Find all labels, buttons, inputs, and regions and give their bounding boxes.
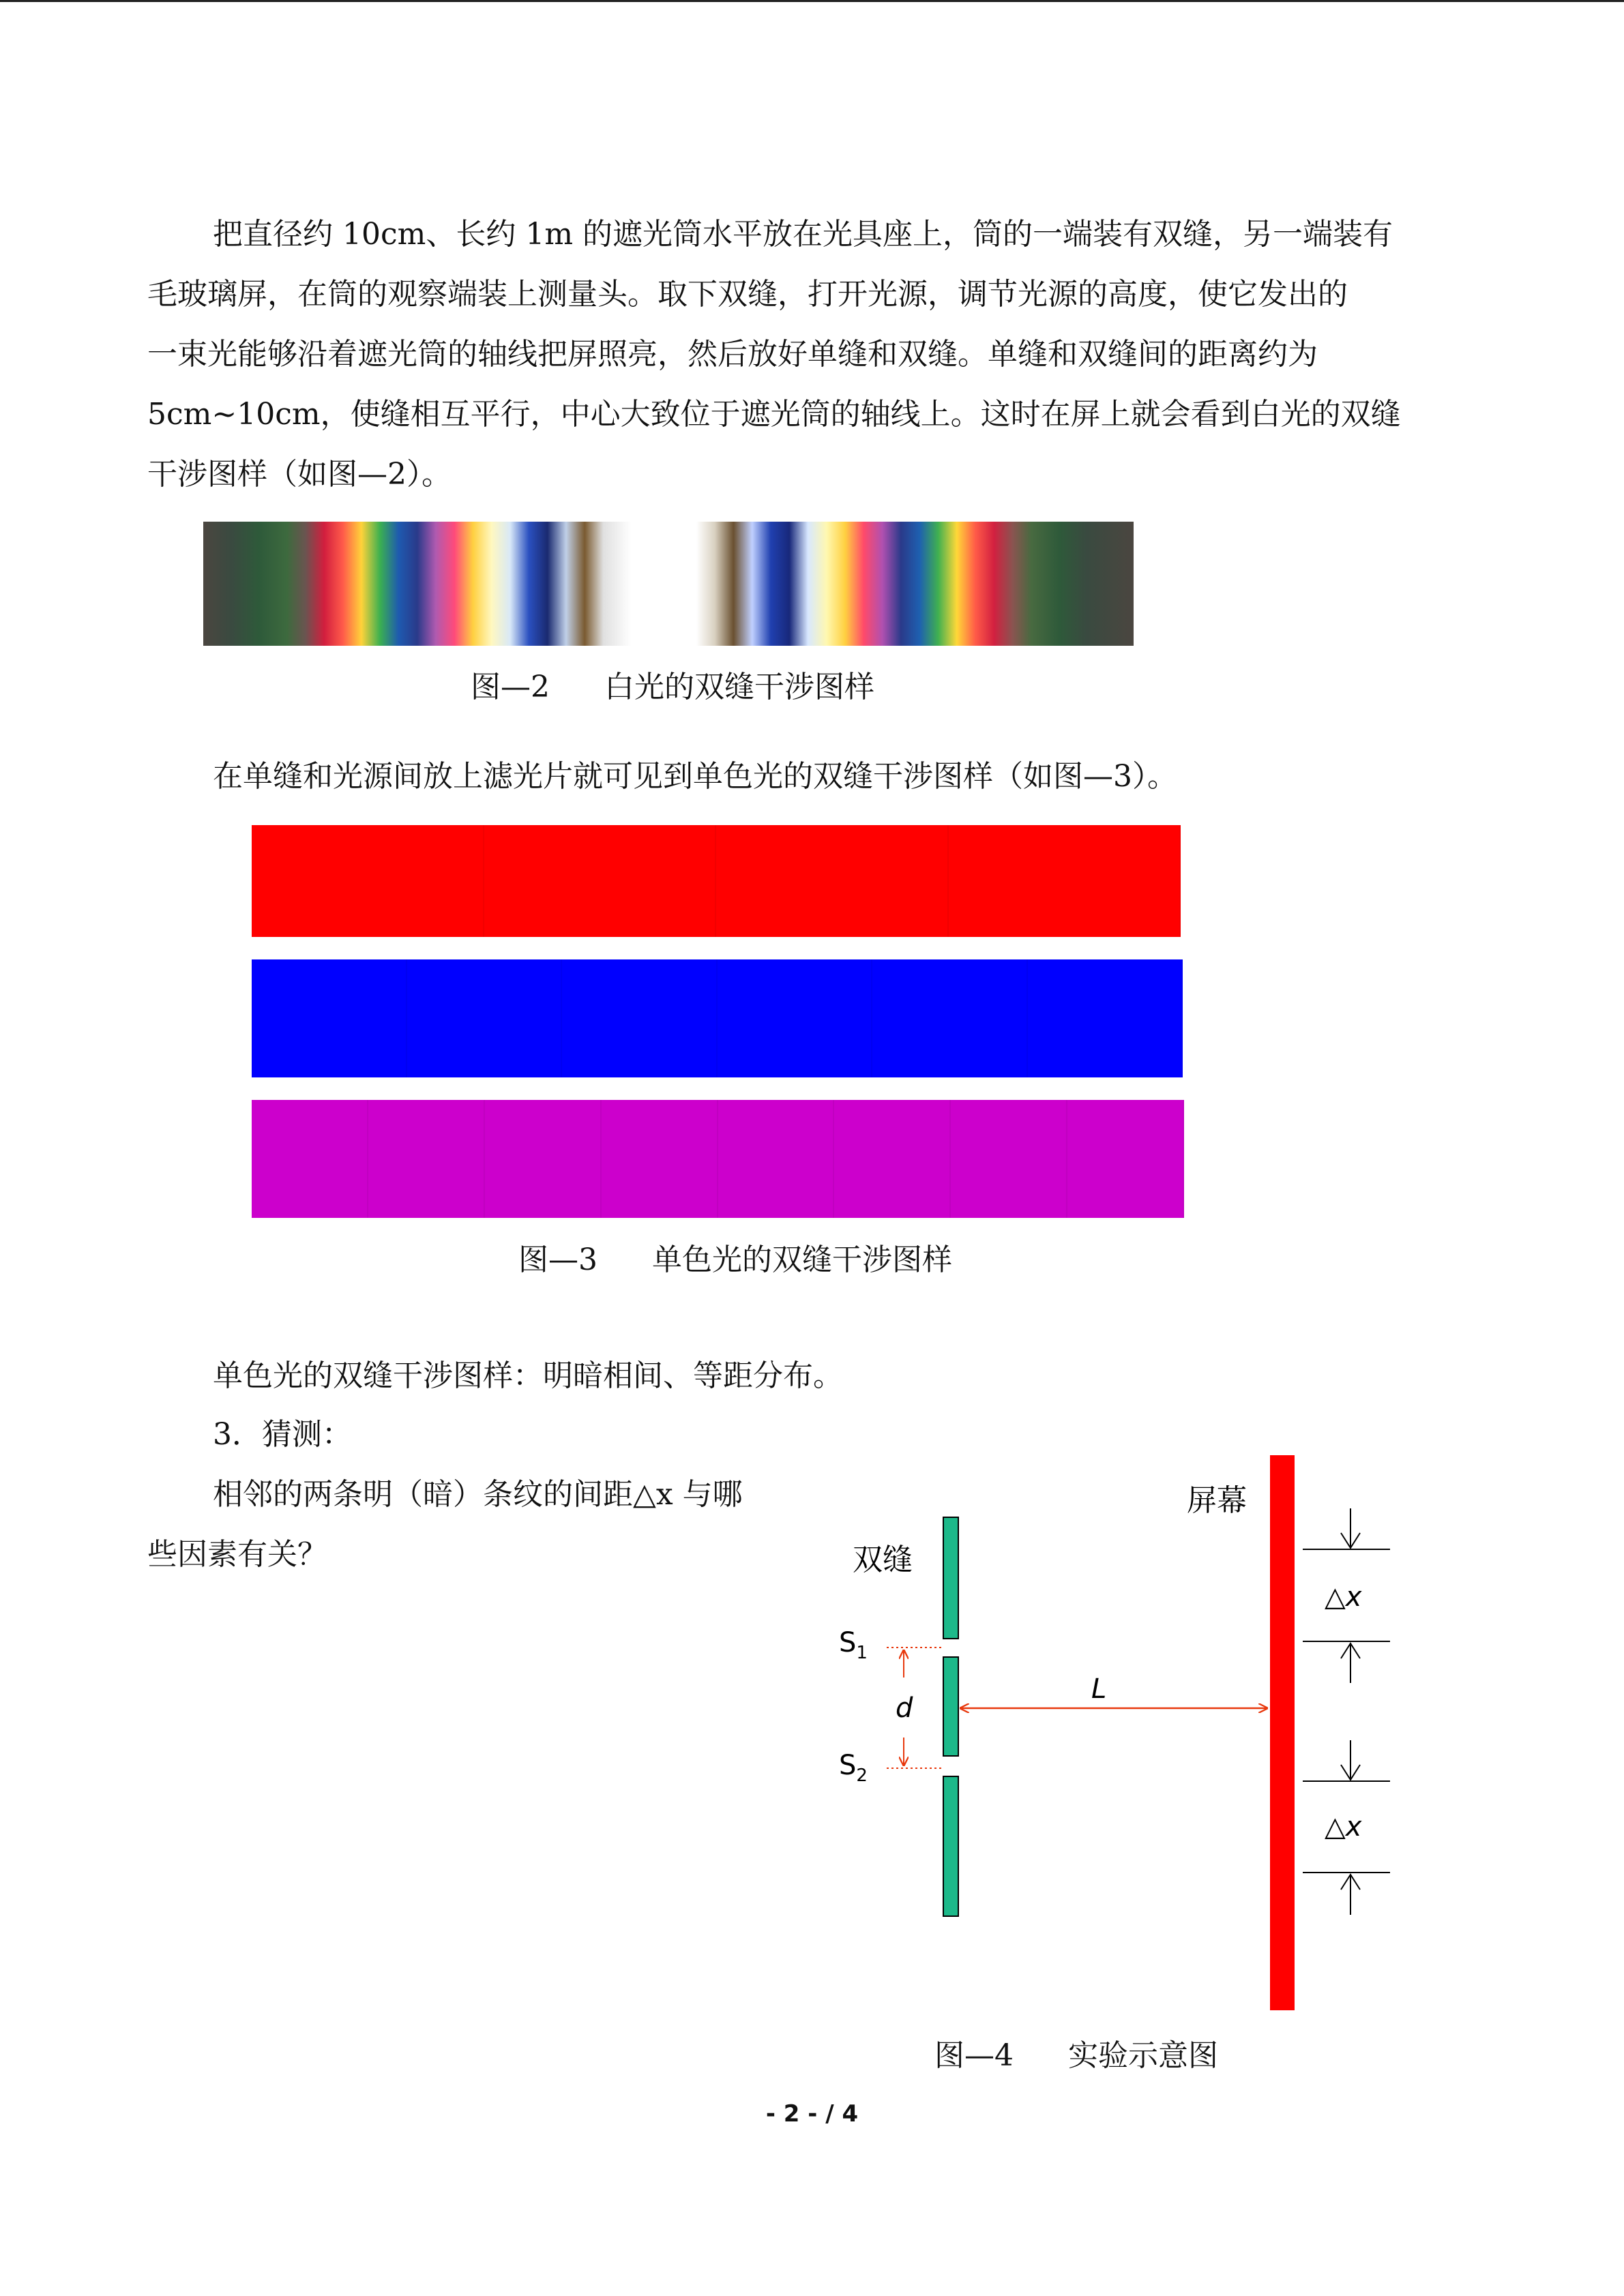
paragraph-2 <box>147 747 1484 807</box>
figure-2-number: 图—2 <box>471 670 550 704</box>
fringe-cell <box>1028 959 1183 1077</box>
fringe-cell <box>951 1100 1067 1218</box>
fringe-cell <box>716 825 949 937</box>
fringe-cell <box>718 959 873 1077</box>
section-3-question <box>147 1465 870 1585</box>
page-number: - 2 - / 4 <box>765 2100 859 2128</box>
fringe-cell <box>485 1100 602 1218</box>
red-fringe-band <box>252 825 1181 937</box>
fringe-cell <box>252 825 484 937</box>
d-label: d <box>896 1693 913 1724</box>
slit-lower-barrier <box>943 1776 958 1916</box>
figure-3-title: 单色光的双缝干涉图样 <box>652 1242 952 1277</box>
section-3-heading-text: 3．猜测： <box>213 1417 352 1452</box>
screen-bar <box>1270 1455 1295 2010</box>
fringe-cell <box>484 825 717 937</box>
paragraph-1-line-4: 5cm~10cm，使缝相互平行，中心大致位于遮光筒的轴线上。这时在屏上就会看到白光的双缝 <box>147 397 1401 432</box>
paragraph-3 <box>147 1346 1484 1406</box>
question-line-2: 些因素有关？ <box>147 1537 327 1572</box>
fringe-cell <box>1067 1100 1184 1218</box>
slit-middle-barrier <box>943 1657 958 1756</box>
figure-2-title: 白光的双缝干涉图样 <box>604 670 874 704</box>
figure-3-caption <box>518 1240 952 1281</box>
s2-label: $S_2$ <box>839 1750 868 1786</box>
fringe-cell <box>562 959 718 1077</box>
dx1-label: △x <box>1325 1581 1362 1613</box>
paragraph-1-line-2: 毛玻璃屏，在筒的观察端装上测量头。取下双缝，打开光源，调节光源的高度，使它发出的 <box>147 277 1348 312</box>
fringe-cell <box>252 959 407 1077</box>
magenta-fringe-band <box>252 1100 1184 1218</box>
question-line-1: 相邻的两条明（暗）条纹的间距△x 与哪 <box>213 1477 743 1512</box>
fringe-cell <box>834 1100 951 1218</box>
fringe-cell <box>949 825 1181 937</box>
figure-4-title: 实验示意图 <box>1068 2038 1218 2073</box>
fringe-cell <box>368 1100 485 1218</box>
paragraph-1-line-1: 把直径约 10cm、长约 1m 的遮光筒水平放在光具座上，筒的一端装有双缝，另一端装有 <box>213 217 1393 252</box>
paragraph-1-line-3: 一束光能够沿着遮光筒的轴线把屏照亮，然后放好单缝和双缝。单缝和双缝间的距离约为 <box>147 337 1318 372</box>
experiment-diagram <box>812 1446 1480 2032</box>
L-label: L <box>1091 1673 1107 1705</box>
screen-label: 屏幕 <box>1187 1483 1247 1518</box>
fringe-cell <box>872 959 1028 1077</box>
dx2-label: △x <box>1325 1811 1362 1843</box>
s1-label: $S_1$ <box>839 1627 868 1663</box>
paragraph-1-line-5: 干涉图样（如图—2）。 <box>147 457 452 492</box>
paragraph-2-line: 在单缝和光源间放上滤光片就可见到单色光的双缝干涉图样（如图—3）。 <box>213 759 1177 794</box>
white-light-interference-image <box>203 522 1134 646</box>
fringe-cell <box>252 1100 368 1218</box>
dx2-arrow-down-icon <box>1341 1740 1360 1780</box>
fringe-cell <box>407 959 563 1077</box>
figure-4-number: 图—4 <box>934 2038 1014 2073</box>
fringe-cell <box>718 1100 835 1218</box>
page-top-border <box>0 0 1624 2</box>
slits-label: 双缝 <box>853 1542 913 1577</box>
slit-upper-barrier <box>943 1517 958 1639</box>
paragraph-1 <box>147 205 1484 505</box>
dx1-arrow-up-icon <box>1341 1643 1360 1683</box>
dx2-arrow-up-icon <box>1341 1875 1360 1915</box>
blue-fringe-band <box>252 959 1183 1077</box>
paragraph-3-line: 单色光的双缝干涉图样：明暗相间、等距分布。 <box>213 1358 843 1393</box>
figure-2-caption <box>471 667 874 708</box>
figure-3-number: 图—3 <box>518 1242 597 1277</box>
fringe-cell <box>602 1100 718 1218</box>
figure-4-caption <box>934 2036 1218 2076</box>
dx1-arrow-down-icon <box>1341 1508 1360 1548</box>
